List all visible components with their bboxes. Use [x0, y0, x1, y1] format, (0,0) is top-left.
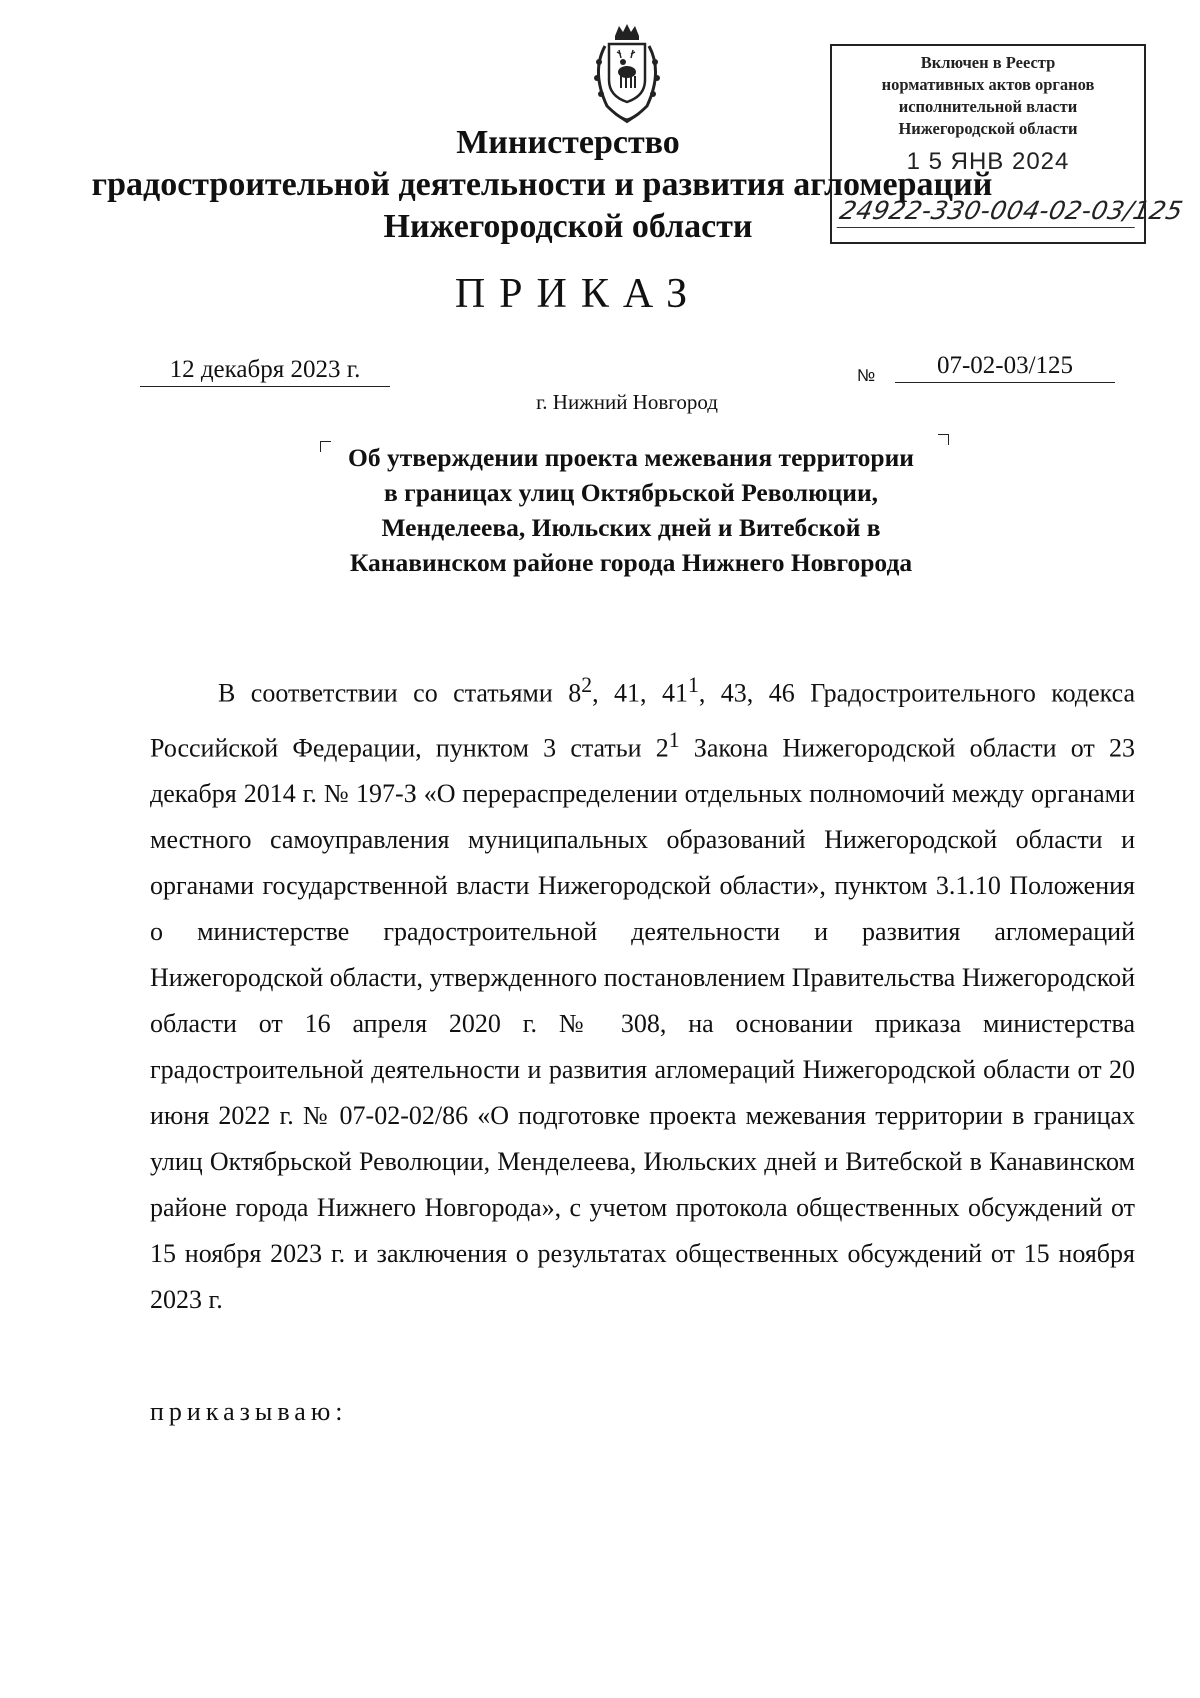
- document-type: ПРИКАЗ: [454, 271, 702, 317]
- stamp-date: 1 5 ЯНВ 2024: [906, 148, 1070, 175]
- number-sign: №: [857, 366, 876, 385]
- stamp-line-3: исполнительной власти: [898, 97, 1078, 116]
- body-part-3: , 43, 46 Градостроительного кодекса Российской Федерации, пунктом 3 статьи 2: [150, 678, 1135, 763]
- body-part-1: В соответствии со статьями 8: [218, 678, 582, 708]
- coat-of-arms-icon: [585, 22, 669, 126]
- stamp-line-2: нормативных актов органов: [881, 75, 1095, 94]
- subject-corner-right: [938, 434, 949, 445]
- body-part-4: Закона Нижегородской области от 23 декабря 2014 г. № 197-З «О перераспределении отдельных полномочий между органами местного самоуправления муниципальных образований Нижегородской области и органами государственной власти Нижегородской области», пунктом 3.1.10 Положения о министерстве градостроительной деятельности и развития агломераций Нижегородской области, утвержденного постановлением Правительства Нижегородской области от 16 апреля 2020 г. № 308, на основании приказа министерства градостроительной деятельности и развития агломераций Нижегородской области от 20 июня 2022 г. № 07-02-02/86 «О подготовке проекта межевания территории в границах улиц Октябрьской Революции, Менделеева, Июльских дней и Витебской в Канавинском районе города Нижнего Новгорода», с учетом протокола общественных обсуждений от 15 ноября 2023 г. и заключения о результатах общественных обсуждений от 15 ноября 2023 г.: [150, 733, 1135, 1315]
- document-body: [150, 662, 1135, 1323]
- order-word: приказываю:: [150, 1397, 348, 1426]
- document-date: 12 декабря 2023 г.: [140, 356, 390, 387]
- ministry-title-line-2: градостроительной деятельности и развития агломераций: [91, 166, 993, 203]
- ministry-title-line-3: Нижегородской области: [383, 208, 753, 245]
- document-number: 07-02-03/125: [895, 352, 1115, 383]
- stamp-line-1: Включен в Реестр: [920, 53, 1056, 72]
- subject-corner-left: [320, 441, 331, 452]
- document-city: г. Нижний Новгород: [536, 390, 718, 414]
- body-sup-3: 1: [668, 727, 680, 752]
- document-subject: Об утверждении проекта межевания территории в границах улиц Октябрьской Революции, Менделеева, Июльских дней и Витебской в Канавинском районе города Нижнего Новгорода: [348, 443, 914, 577]
- stamp-line-4: Нижегородской области: [898, 119, 1078, 138]
- body-part-2: , 41, 41: [592, 678, 689, 708]
- ministry-title-line-1: Министерство: [456, 124, 680, 161]
- body-sup-2: 1: [688, 673, 699, 697]
- body-sup-1: 2: [581, 673, 593, 697]
- stamp-registration-number: 24922-330-004-02-03/125: [837, 196, 1142, 228]
